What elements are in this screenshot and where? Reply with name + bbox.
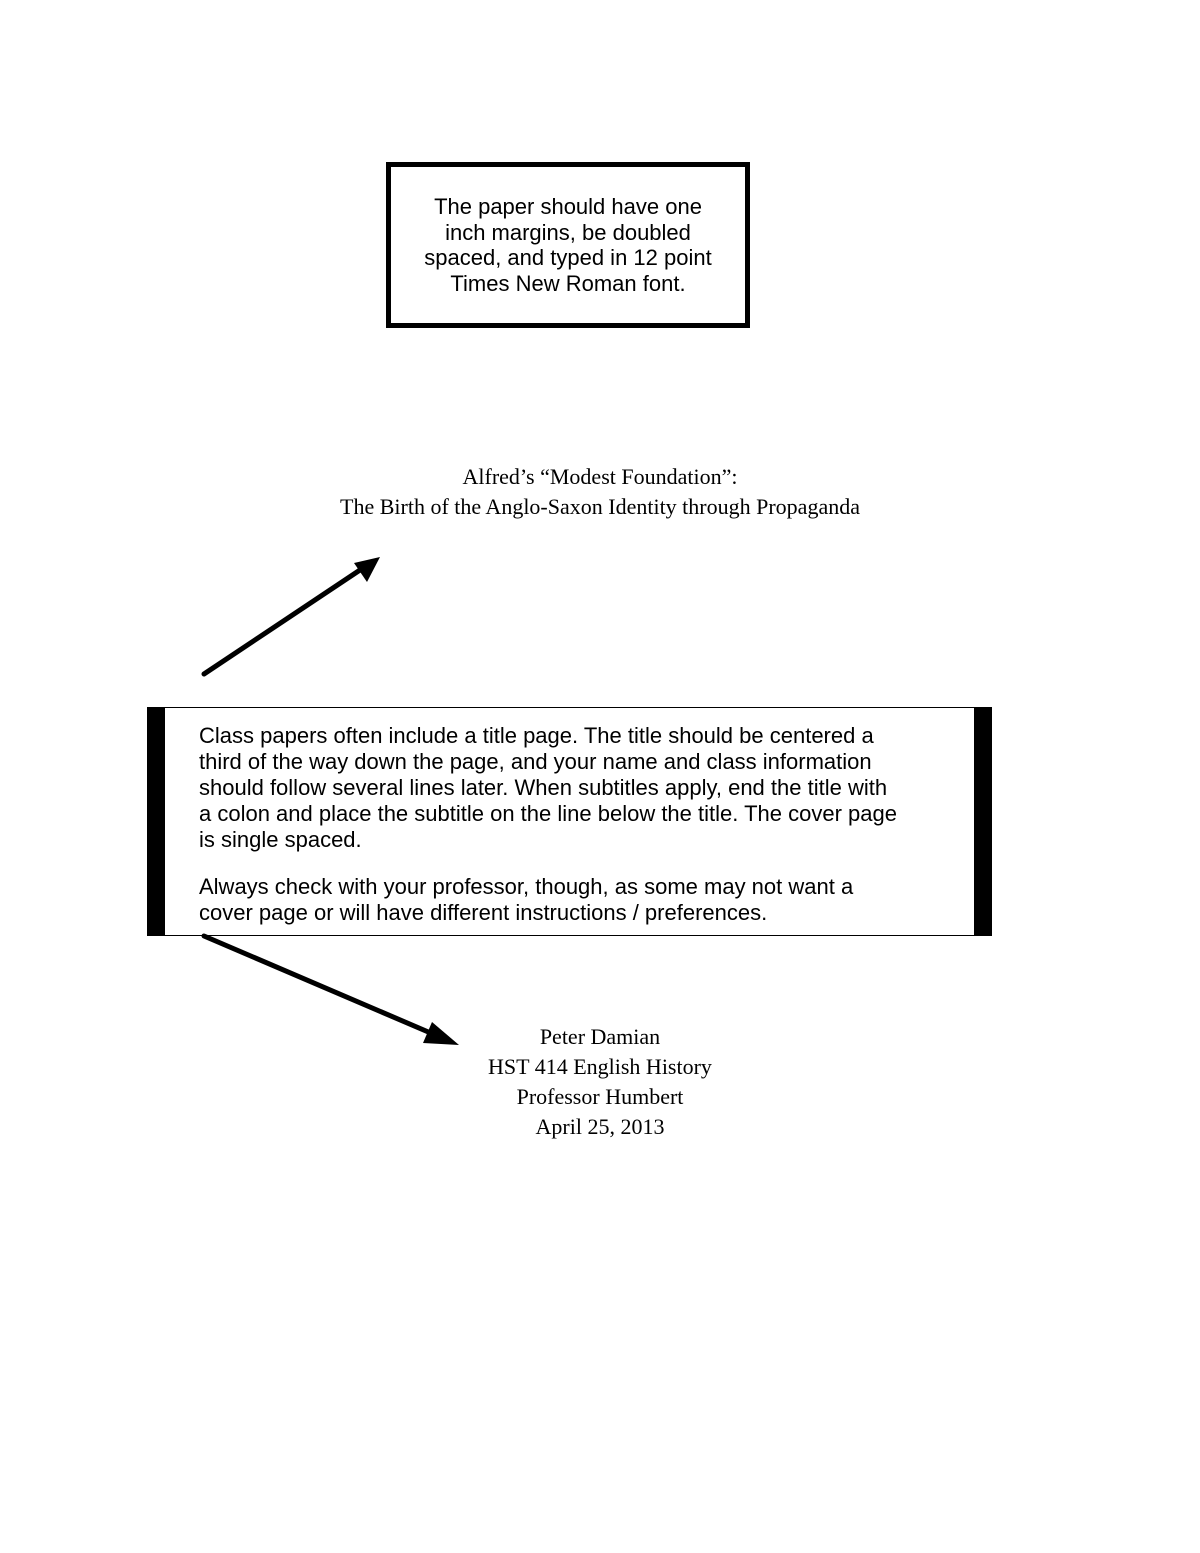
arrow-to-title-icon [204, 557, 380, 674]
professor-name: Professor Humbert [516, 1084, 684, 1109]
author-info-block [0, 1022, 1200, 1142]
paper-title: Alfred’s “Modest Foundation”: [462, 464, 738, 489]
format-note-line: The paper should have one [434, 194, 702, 219]
instructions-line: a colon and place the subtitle on the line below the title. The cover page [199, 801, 897, 826]
format-note-line: Times New Roman font. [450, 270, 686, 296]
instructions-line: third of the way down the page, and your name and class information [199, 749, 872, 774]
instructions-line: Always check with your professor, though, as some may not want a [199, 874, 854, 899]
title-page-instructions-box [147, 707, 992, 936]
author-name: Peter Damian [539, 1024, 661, 1049]
instructions-line: Class papers often include a title page. The title should be centered a [199, 723, 874, 748]
submission-date: April 25, 2013 [535, 1114, 665, 1139]
paper-subtitle: The Birth of the Anglo-Saxon Identity through Propaganda [340, 494, 860, 519]
format-note-line: inch margins, be doubled [445, 219, 691, 245]
instructions-line: cover page or will have different instructions / preferences. [199, 900, 768, 925]
instructions-line: is single spaced. [199, 827, 362, 852]
course-name: HST 414 English History [488, 1054, 712, 1079]
instructions-paragraph [199, 874, 954, 926]
paper-title-block [0, 462, 1200, 522]
format-instructions-box [386, 162, 750, 328]
format-note-line: spaced, and typed in 12 point [424, 245, 712, 270]
instructions-line: should follow several lines later. When subtitles apply, end the title with [199, 775, 888, 800]
instructions-paragraph [199, 723, 954, 853]
